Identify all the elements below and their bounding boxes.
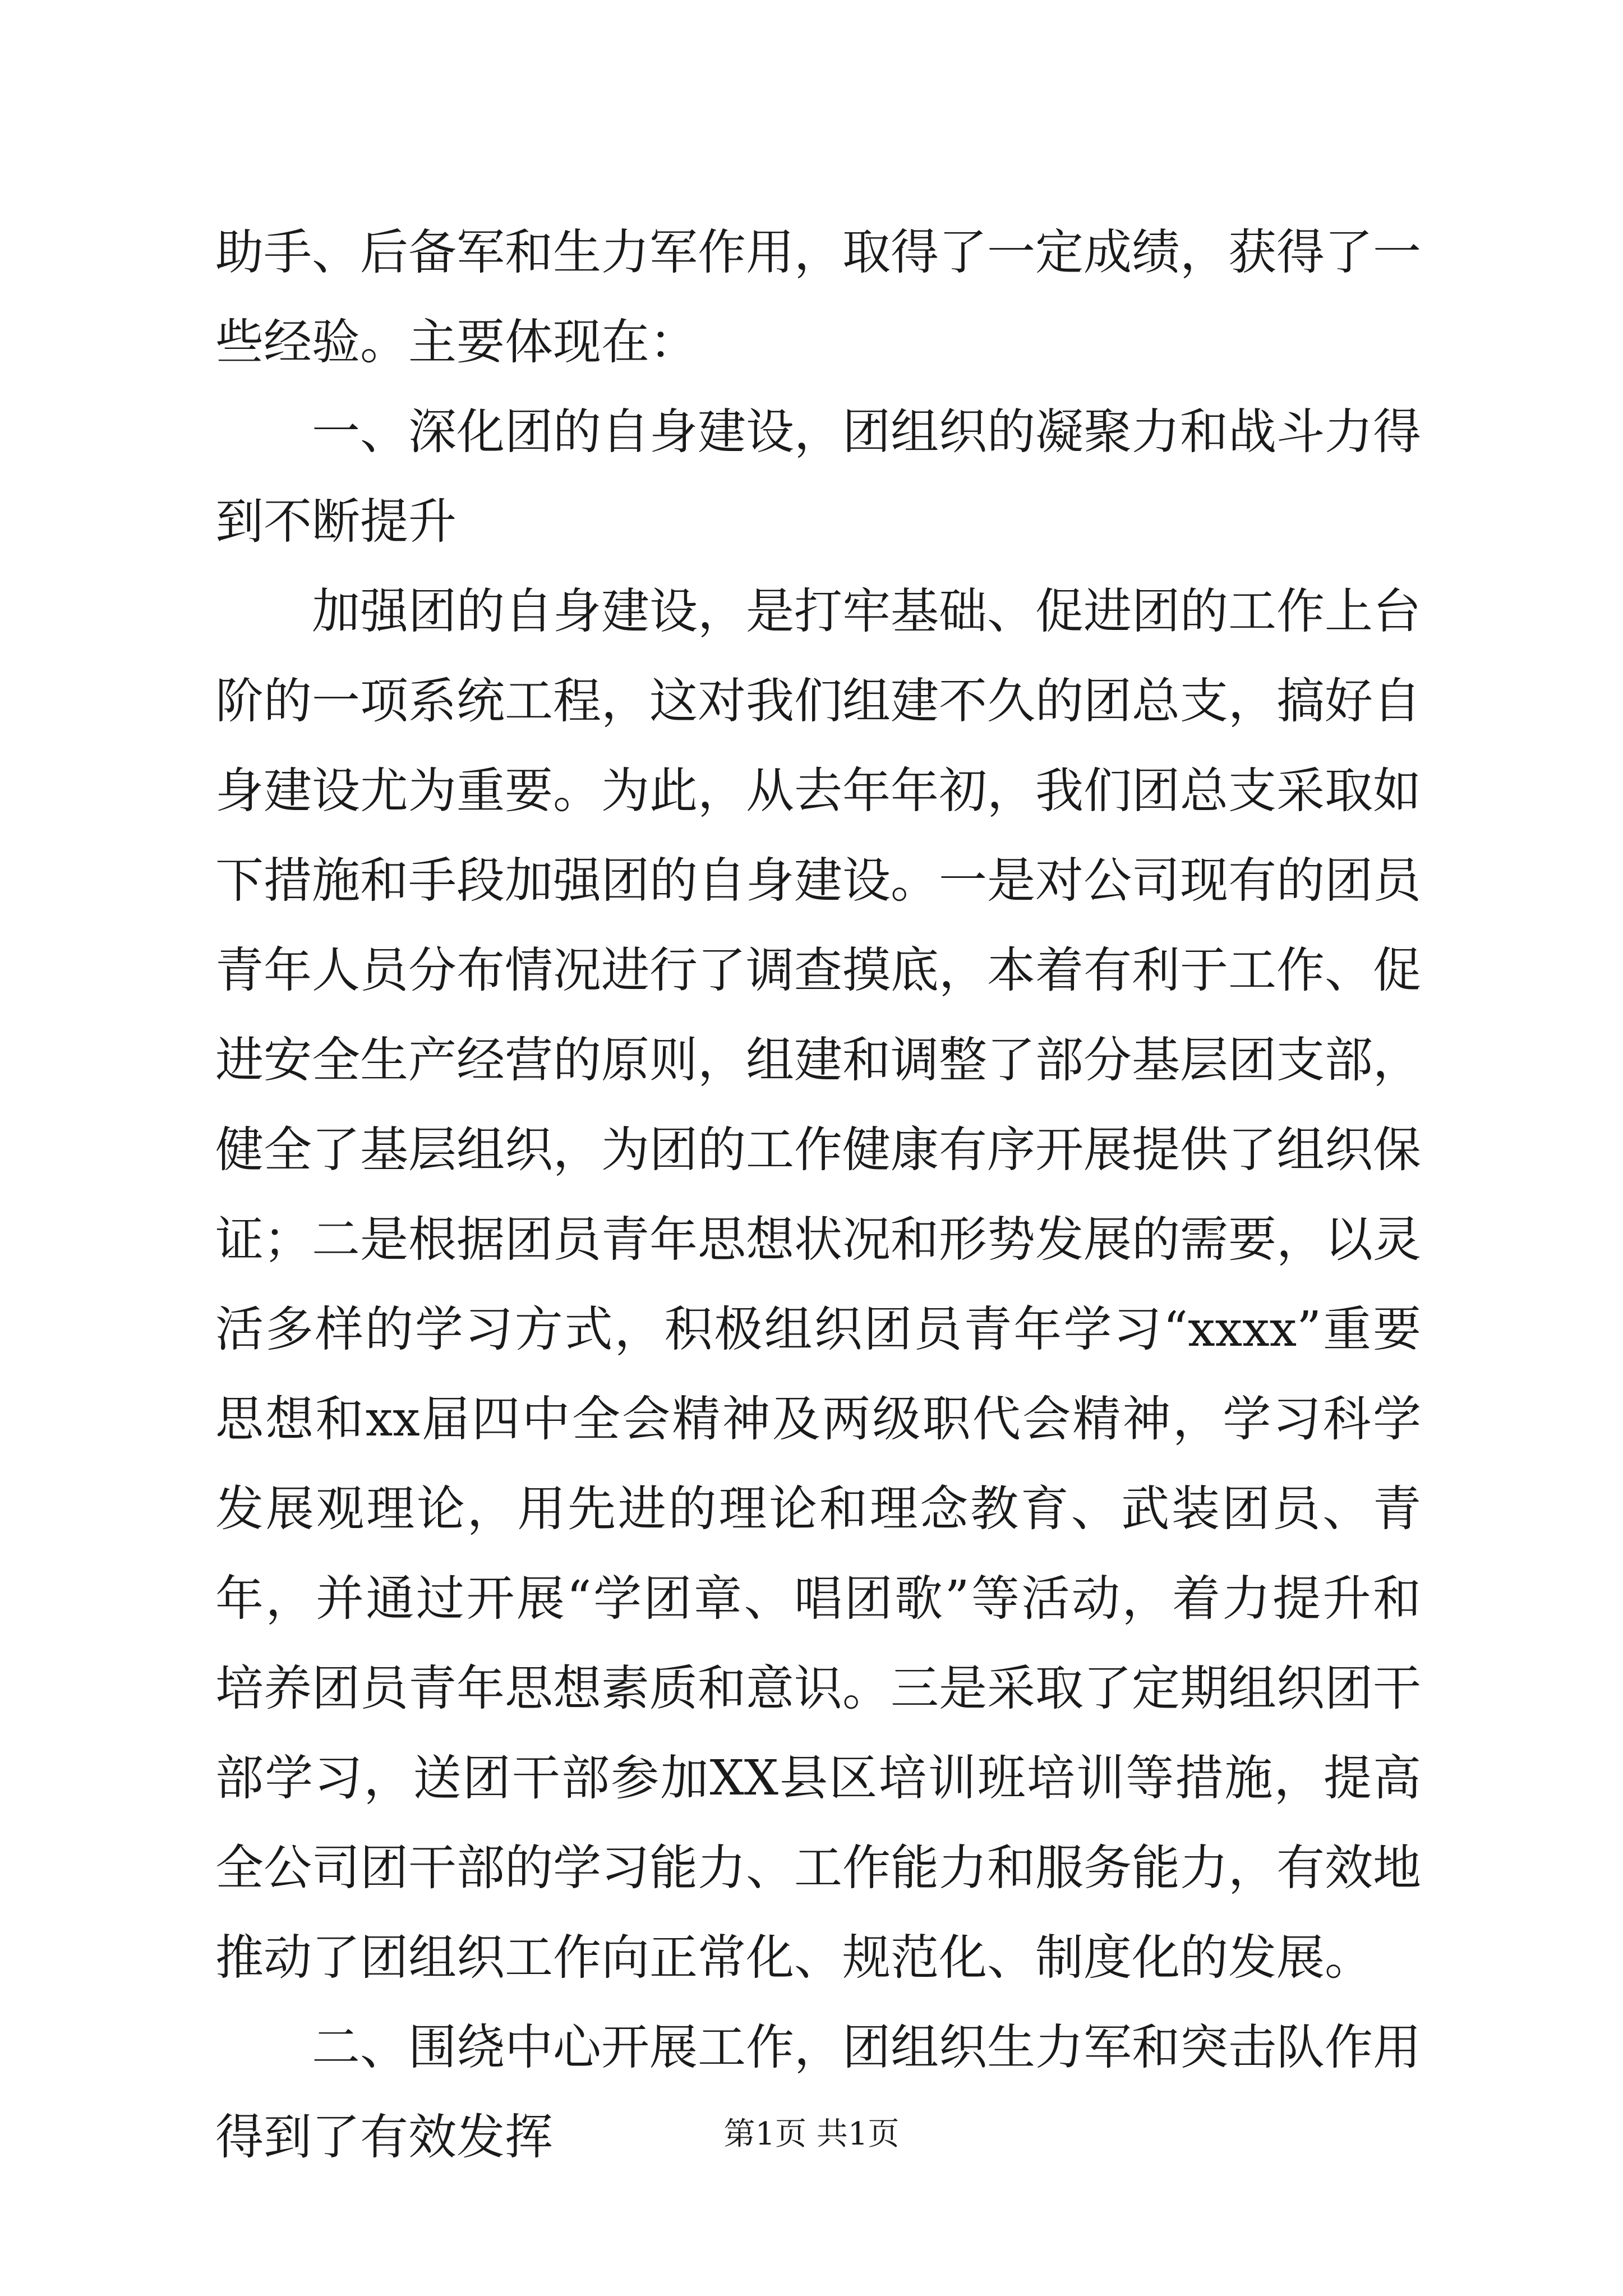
paragraph-self-building: 加强团的自身建设，是打牢基础、促进团的工作上台阶的一项系统工程，这对我们组建不久的团总支，搞好自身建设尤为重要。为此，从去年年初，我们团总支采取如下措施和手段加强团的自身建设。一是对公司现有的团员青年人员分布情况进行了调查摸底，本着有利于工作、促进安全生产经营的原则，组建和调整了部分基层团支部，健全了基层组织，为团的工作健康有序开展提供了组织保证；二是根据团员青年思想状况和形势发展的需要，以灵活多样的学习方式，积极组织团员青年学习“xxxx”重要思想和xx届四中全会精神及两级职代会精神，学习科学发展观理论，用先进的理论和理念教育、武装团员、青年，并通过开展“学团章、唱团歌”等活动，着力提升和培养团员青年思想素质和意识。三是采取了定期组织团干部学习，送团干部参加XX县区培训班培训等措施，提高全公司团干部的学习能力、工作能力和服务能力，有效地推动了团组织工作向正常化、规范化、制度化的发展。 (215, 583, 1421, 1986)
paragraph-intro: 助手、后备军和生力军作用，取得了一定成绩，获得了一些经验。主要体现在： (215, 224, 1421, 370)
document-body (215, 208, 1421, 2182)
section-heading-2: 二、围绕中心开展工作，团组织生力军和突击队作用得到了有效发挥 (215, 2019, 1421, 2165)
page-number-footer: 第1页 共1页 (723, 2116, 900, 2152)
section-heading-1: 一、深化团的自身建设，团组织的凝聚力和战斗力得到不断提升 (215, 404, 1421, 550)
